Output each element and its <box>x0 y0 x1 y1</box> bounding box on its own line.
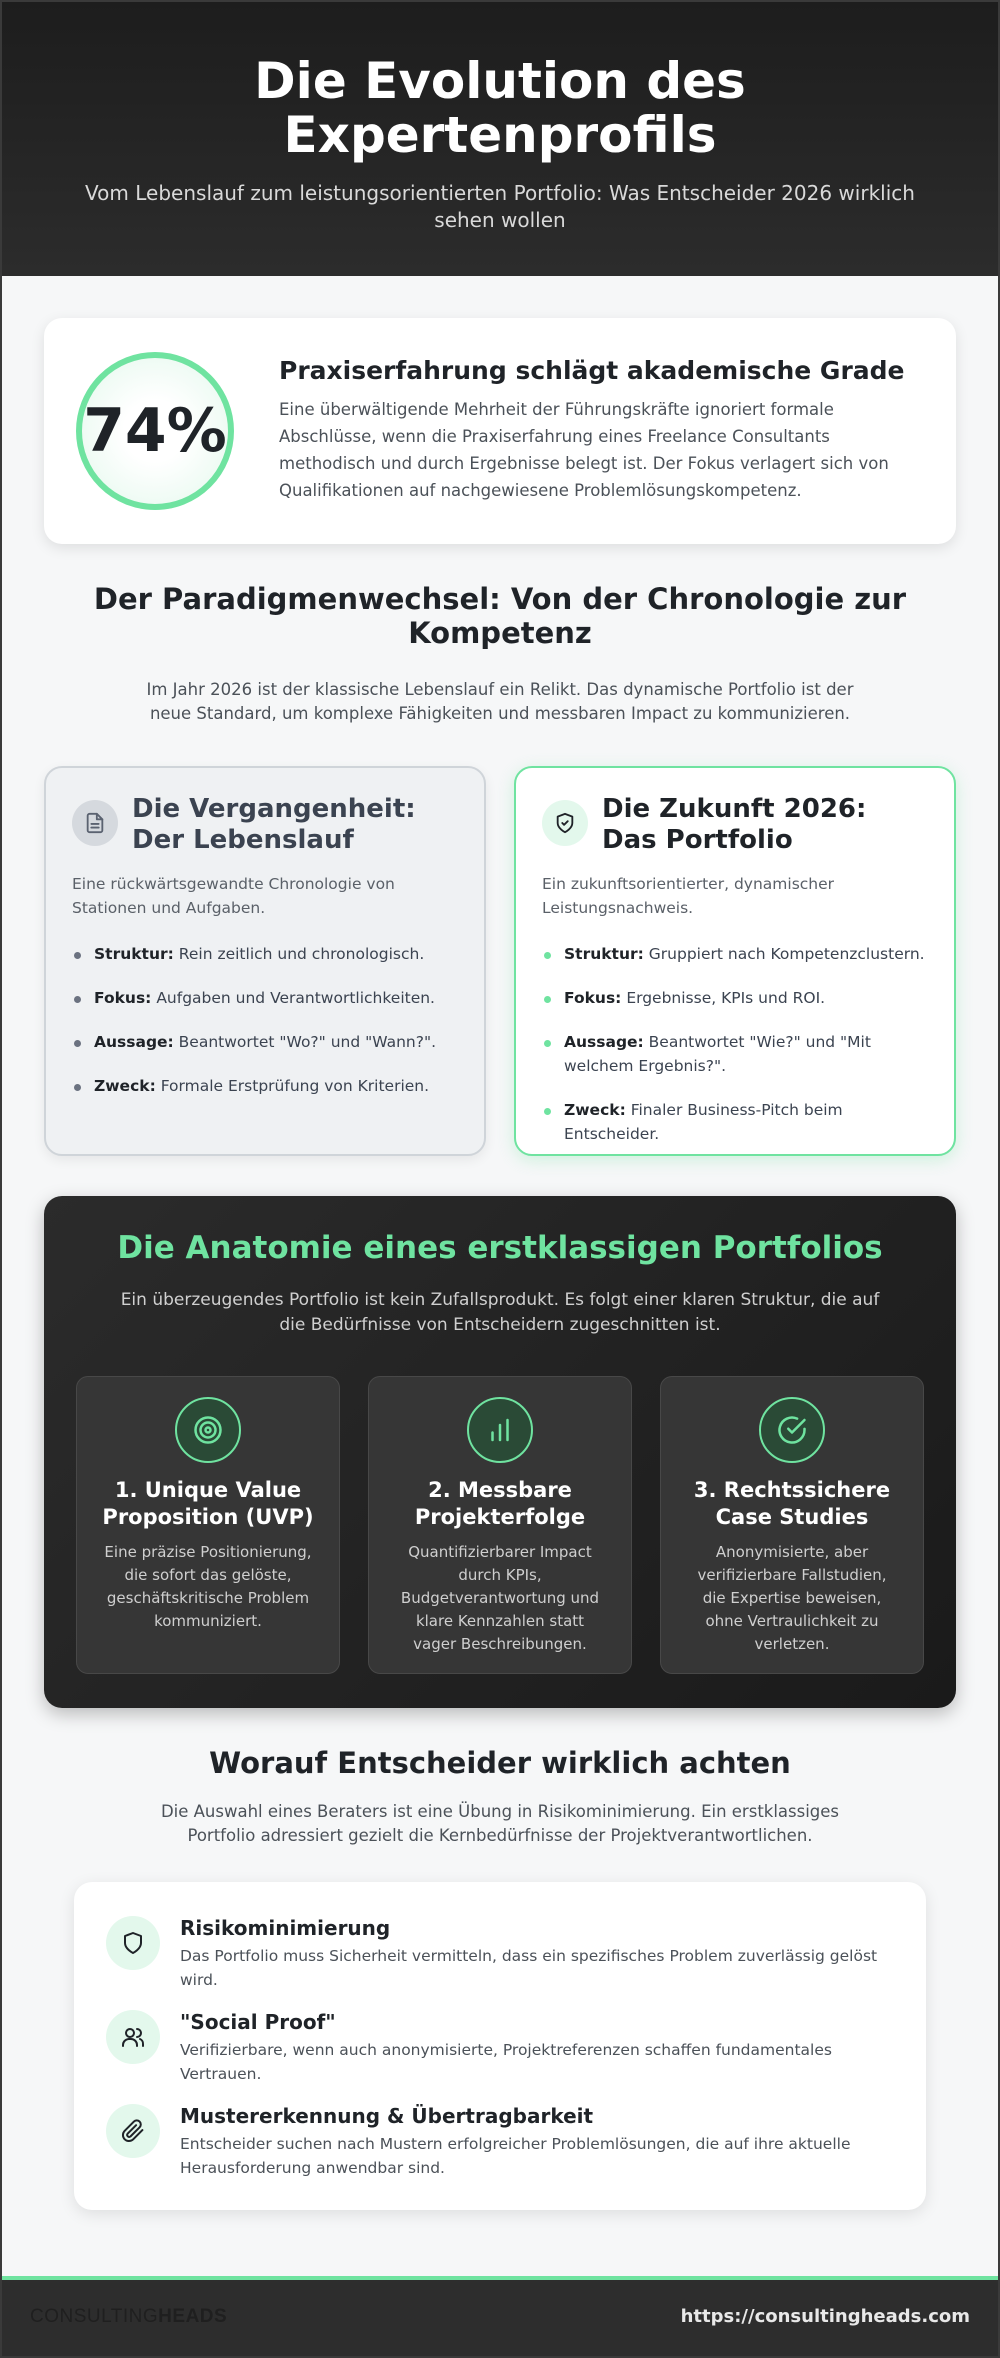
list-item-text: Beantwortet "Wo?" und "Wann?". <box>173 1033 437 1051</box>
list-item <box>72 942 458 966</box>
target-icon <box>175 1397 241 1463</box>
past-card-title: Die Vergangenheit: Der Lebenslauf <box>132 794 416 855</box>
list-item <box>72 986 458 1010</box>
list-item-label: Struktur: <box>564 945 644 963</box>
past-resume-card <box>44 766 486 1156</box>
bar-chart-icon <box>467 1397 533 1463</box>
decision-item-title: Risikominimierung <box>180 1916 391 1940</box>
logo-text: CONSULTING <box>30 2306 159 2327</box>
anatomy-subtitle-line: die Bedürfnisse von Entscheidern zugeschnitten ist. <box>279 1315 721 1335</box>
anatomy-card-text: Eine präzise Positionierung, die sofort das gelöste, geschäftskritische Problem kommuniziert. <box>104 1543 312 1630</box>
list-item-text: Beantwortet "Wie?" und "Mit welchem Ergebnis?". <box>564 1033 871 1075</box>
future-card-description: Ein zukunftsorientierter, dynamischer Leistungsnachweis. <box>542 875 835 917</box>
anatomy-card-text: Anonymisierte, aber verifizierbare Fallstudien, die Expertise beweisen, ohne Vertraulichkeit zu verletzen. <box>697 1543 887 1653</box>
anatomy-card-results <box>368 1376 632 1674</box>
shield-check-icon <box>542 800 588 846</box>
check-circle-icon <box>759 1397 825 1463</box>
hero-header <box>2 2 998 276</box>
anatomy-card-title: 1. Unique Value Proposition (UVP) <box>102 1478 314 1529</box>
past-feature-list <box>72 942 458 1098</box>
decision-title: Worauf Entscheider wirklich achten <box>209 1746 791 1780</box>
list-item-label: Aussage: <box>94 1033 174 1051</box>
list-item <box>542 986 928 1010</box>
paradigm-subtitle-line: neue Standard, um komplexe Fähigkeiten und messbaren Impact zu kommunizieren. <box>149 704 851 723</box>
list-item-text: Ergebnisse, KPIs und ROI. <box>621 989 826 1007</box>
decision-item-text: Verifizierbare, wenn auch anonymisierte, Projektreferenzen schaffen fundamentales Vertrauen. <box>180 2041 832 2083</box>
list-item-text: Finaler Business-Pitch beim Entscheider. <box>564 1101 843 1143</box>
anatomy-card-title: 3. Rechtssichere Case Studies <box>693 1478 891 1529</box>
stat-text: Eine überwältigende Mehrheit der Führungskräfte ignoriert formale Abschlüsse, wenn die Praxiserfahrung eines Freelance Consultants methodisch und durch Ergebnisse belegt ist. Der Fokus verlagert sich von Qualifikationen auf nachgewiesene Problemlösungskompetenz. <box>279 400 889 500</box>
decision-item-text: Entscheider suchen nach Mustern erfolgreicher Problemlösungen, die auf ihre aktuelle Herausforderung anwendbar sind. <box>180 2135 851 2177</box>
decision-item-text: Das Portfolio muss Sicherheit vermitteln, dass ein spezifisches Problem zuverlässig gelöst wird. <box>180 1947 878 1989</box>
decision-subtitle-line: Die Auswahl eines Beraters ist eine Übung in Risikominimierung. Ein erstklassiges <box>160 1802 840 1821</box>
anatomy-subtitle-line: Ein überzeugendes Portfolio ist kein Zufallsprodukt. Es folgt einer klaren Struktur, die auf <box>120 1290 880 1310</box>
list-item <box>72 1074 458 1098</box>
decision-subtitle-line: Portfolio adressiert gezielt die Kernbedürfnisse der Projektverantwortlichen. <box>187 1826 813 1845</box>
list-item-text: Gruppiert nach Kompetenzclustern. <box>643 945 925 963</box>
shield-icon <box>106 1916 160 1970</box>
logo-text-bold: HEADS <box>158 2306 228 2327</box>
consultingheads-logo[interactable] <box>30 2306 227 2328</box>
stat-title: Praxiserfahrung schlägt akademische Grade <box>279 356 905 385</box>
stat-value-ring: 74% <box>76 352 234 510</box>
list-item-label: Fokus: <box>94 989 152 1007</box>
anatomy-card-text: Quantifizierbarer Impact durch KPIs, Budgetverantwortung und klare Kennzahlen statt vager Beschreibungen. <box>400 1543 600 1653</box>
anatomy-subtitle <box>44 1288 956 1338</box>
list-item <box>542 1030 928 1078</box>
anatomy-section <box>44 1196 956 1708</box>
list-item-label: Zweck: <box>564 1101 626 1119</box>
page-title: Die Evolution des Expertenprofils <box>254 52 746 164</box>
website-link[interactable]: https://consultingheads.com <box>680 2306 970 2327</box>
users-icon <box>106 2010 160 2064</box>
paperclip-icon <box>106 2104 160 2158</box>
document-icon <box>72 800 118 846</box>
list-item <box>542 942 928 966</box>
stat-card <box>44 318 956 544</box>
infographic-page <box>2 2 998 2356</box>
paradigm-subtitle <box>2 678 998 726</box>
anatomy-title: Die Anatomie eines erstklassigen Portfolios <box>117 1230 883 1266</box>
paradigm-subtitle-line: Im Jahr 2026 ist der klassische Lebenslauf ein Relikt. Das dynamische Portfolio ist der <box>146 680 854 699</box>
list-item-text: Aufgaben und Verantwortlichkeiten. <box>151 989 435 1007</box>
decision-item-title: "Social Proof" <box>180 2010 336 2034</box>
page-footer <box>2 2276 998 2356</box>
decision-subtitle <box>2 1800 998 1848</box>
decision-item-title: Mustererkennung & Übertragbarkeit <box>180 2104 594 2128</box>
future-portfolio-card <box>514 766 956 1156</box>
list-item <box>542 1098 928 1146</box>
past-card-description: Eine rückwärtsgewandte Chronologie von Stationen und Aufgaben. <box>72 875 395 917</box>
future-card-title: Die Zukunft 2026: Das Portfolio <box>602 794 867 855</box>
paradigm-title: Der Paradigmenwechsel: Von der Chronologie zur Kompetenz <box>93 582 907 650</box>
list-item-label: Struktur: <box>94 945 174 963</box>
decision-card <box>74 1882 926 2210</box>
list-item-label: Aussage: <box>564 1033 644 1051</box>
list-item <box>72 1030 458 1054</box>
list-item-text: Formale Erstprüfung von Kriterien. <box>155 1077 430 1095</box>
page-subtitle: Vom Lebenslauf zum leistungsorientierten Portfolio: Was Entscheider 2026 wirklich sehen wollen <box>85 181 915 232</box>
anatomy-card-case-studies <box>660 1376 924 1674</box>
future-feature-list <box>542 942 928 1146</box>
anatomy-card-uvp <box>76 1376 340 1674</box>
list-item-label: Fokus: <box>564 989 622 1007</box>
anatomy-card-title: 2. Messbare Projekterfolge <box>414 1478 586 1529</box>
list-item-label: Zweck: <box>94 1077 156 1095</box>
list-item-text: Rein zeitlich und chronologisch. <box>173 945 425 963</box>
